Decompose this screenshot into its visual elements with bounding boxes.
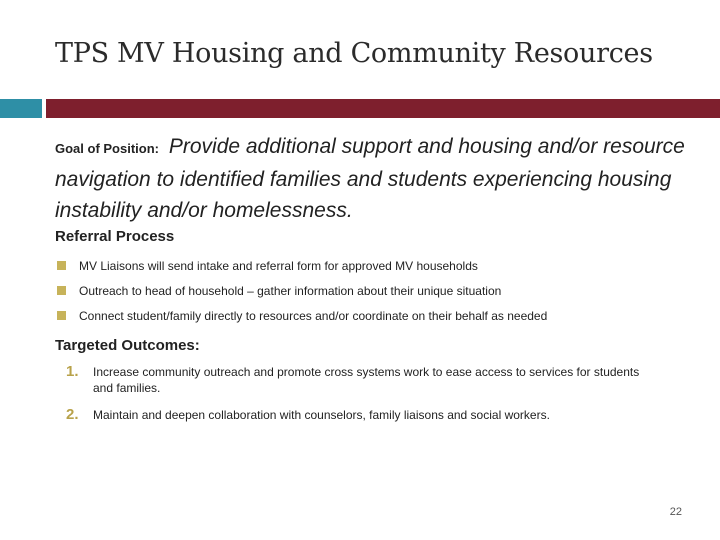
slide-title: TPS MV Housing and Community Resources bbox=[55, 38, 653, 69]
list-item bbox=[55, 303, 547, 328]
accent-bar-teal bbox=[0, 99, 42, 118]
square-bullet-icon bbox=[57, 261, 66, 270]
list-item bbox=[55, 253, 547, 278]
goal-paragraph bbox=[55, 131, 695, 226]
goal-text: Provide additional support and housing and/or resource navigation to identified families and students experiencing housing instability and/or homelessness. bbox=[55, 135, 685, 222]
referral-list bbox=[55, 253, 547, 328]
outcomes-list bbox=[66, 364, 646, 423]
square-bullet-icon bbox=[57, 311, 66, 320]
referral-item-text: Outreach to head of household – gather information about their unique situation bbox=[79, 283, 502, 298]
list-item bbox=[66, 407, 646, 423]
outcome-number: 2. bbox=[66, 406, 79, 423]
referral-item-text: Connect student/family directly to resources and/or coordinate on their behalf as needed bbox=[79, 308, 548, 323]
outcome-text: Increase community outreach and promote cross systems work to ease access to services for students and families. bbox=[93, 365, 640, 395]
outcome-text: Maintain and deepen collaboration with counselors, family liaisons and social workers. bbox=[93, 408, 550, 422]
referral-item-text: MV Liaisons will send intake and referral form for approved MV households bbox=[79, 258, 478, 273]
outcome-number: 1. bbox=[66, 363, 79, 380]
goal-label: Goal of Position: bbox=[55, 141, 159, 156]
referral-heading: Referral Process bbox=[55, 228, 175, 245]
slide-number: 22 bbox=[669, 506, 682, 518]
square-bullet-icon bbox=[57, 286, 66, 295]
list-item bbox=[66, 364, 646, 396]
list-item bbox=[55, 278, 547, 303]
outcomes-heading: Targeted Outcomes: bbox=[55, 337, 200, 354]
accent-bar-red bbox=[46, 99, 720, 118]
